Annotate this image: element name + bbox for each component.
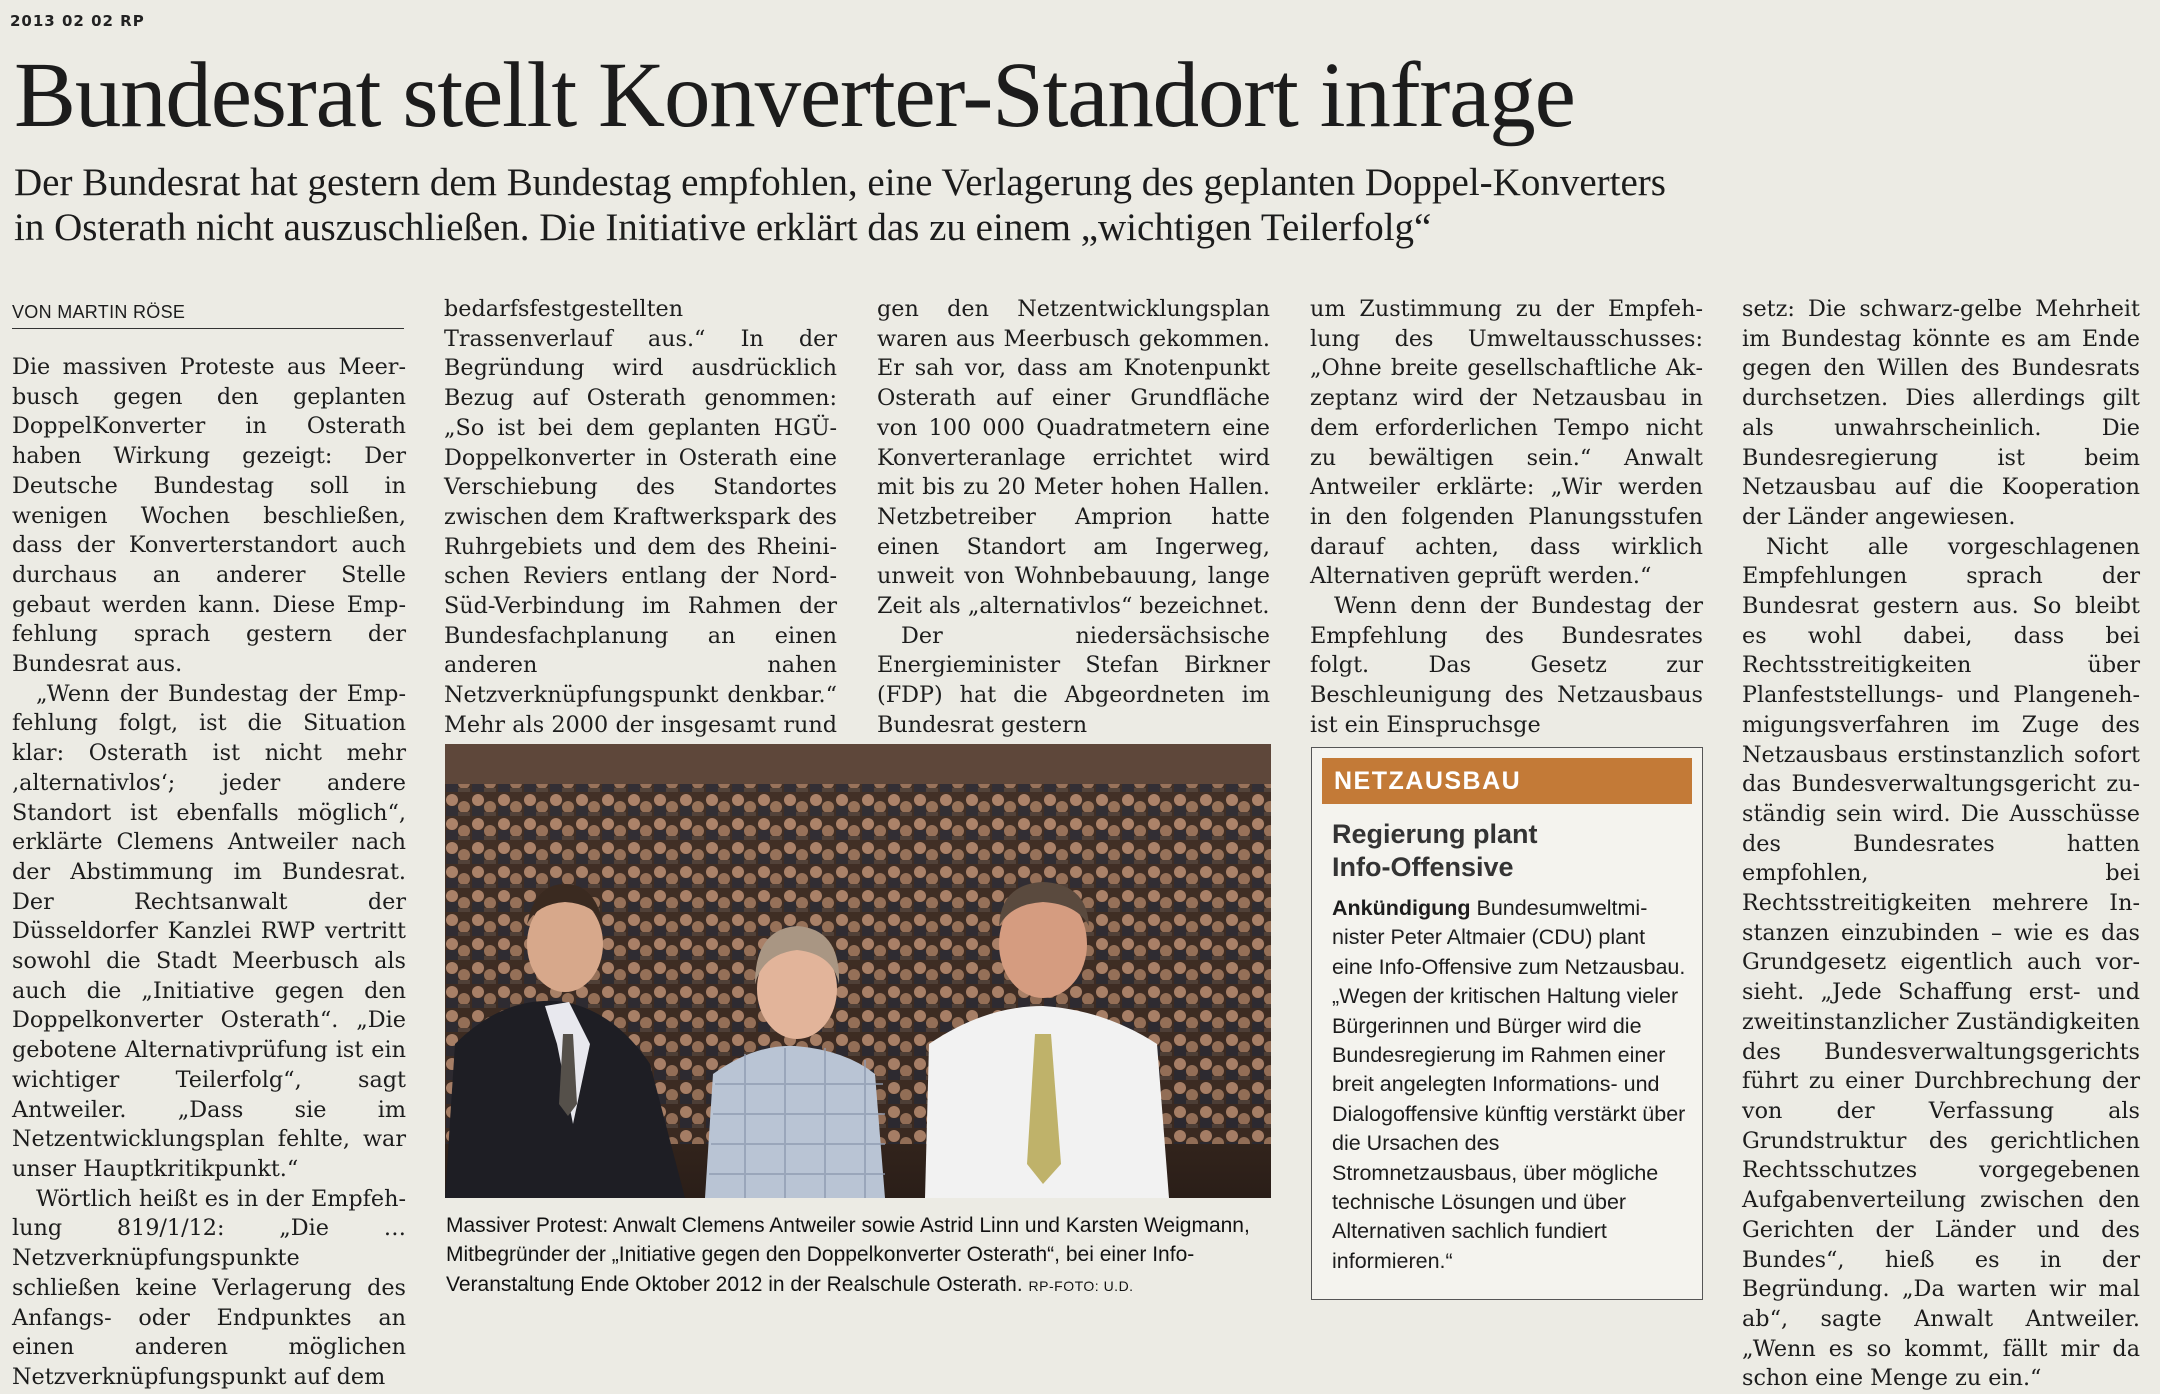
paragraph: Wörtlich heißt es in der Empfehlung 819/1/12: „Die … Netzverknüpfungspunkte schließen keine Verlagerung des Anfangs- oder Endpunktes an einen anderen möglichen Netzverknüpfungspunkt auf dem <box>12 1185 406 1390</box>
column-3 <box>877 295 1270 741</box>
paragraph: Nicht alle vorgeschlagenen Empfehlungen sprach der Bundesrat gestern aus. So bleibt es wohl dabei, dass bei Rechtsstreitigkeiten über Planfeststellungs- und Plangenehmigungsverfahren im Zuge des Netzausbaus erstinstanzlich sofort das Bundesverwaltungsgericht zuständig sein wird. Die Ausschüsse des Bundesrates hatten empfohlen, bei Rechtsstreitigkeiten mehrere Instanzen einzubinden – wie es das Grundgesetz eigentlich auch vorsieht. „Jede Schaffung erst- und zweitinstanzlicher Zuständigkeiten des Bundesverwaltungsgerichts führt zu einer Durchbrechung der von der Verfassung als Grundstruktur des gerichtlichen Rechtsschutzes vorgegebenen Aufgabenverteilung zwischen den Gerichten der Länder und des Bundes“, hieß es in der Begründung. „Da warten wir mal ab“, sagte Anwalt Antweiler. „Wenn es so kommt, fällt mir da schon eine Menge zu ein.“ <box>1742 533 2140 1392</box>
photo-caption <box>446 1211 1274 1301</box>
photo-credit: RP-FOTO: U.D. <box>1028 1277 1134 1294</box>
paragraph: gen den Netzentwicklungsplan waren aus Meerbusch gekommen. Er sah vor, dass am Knotenpunkt Osterath auf einer Grundfläche von 100 000 Quadratmetern eine Konverteranlage errichtet wird mit bis zu 20 Meter hohen Hallen. Netzbetreiber Amprion hatte einen Standort am Ingerweg, unweit von Wohnbebauung, lange Zeit als „alternativlos“ bezeichnet. <box>877 296 1270 620</box>
sidebar-tag: NETZAUSBAU <box>1322 758 1692 804</box>
deck <box>14 160 2134 250</box>
sidebar-text: Bundesumweltminister Peter Altmaier (CDU) plant eine Info-Offensive zum Netzausbau. „Wegen der kritischen Haltung vieler Bürgerinnen und Bürger wird die Bundesregierung im Rahmen einer breit angelegten Informations- und Dialogoffensive künftig verstärkt über die Ursachen des Stromnetzausbaus, über mögliche technische Lösungen und über Alternativen sachlich fundiert informieren.“ <box>1332 896 1686 1273</box>
paragraph: Wenn denn der Bundestag der Empfehlung des Bundesrates folgt. Das Gesetz zur Beschleunigung des Netzausbaus ist ein Einspruchsge <box>1310 593 1703 738</box>
paragraph: Der niedersächsische Energieminister Stefan Birkner (FDP) hat die Abgeordneten im Bundesrat gestern <box>877 622 1270 738</box>
caption-text: Massiver Protest: Anwalt Clemens Antweiler sowie Astrid Linn und Karsten Weigmann, Mitbegründer der „Initiative gegen den Doppelkonverter Osterath“, bei einer Info-Veranstaltung Ende Oktober 2012 in der Realschule Osterath. <box>446 1214 1250 1296</box>
paragraph: Die massiven Proteste aus Meerbusch gegen den geplanten DoppelKonverter in Osterath haben Wirkung gezeigt: Der Deutsche Bundestag soll in wenigen Wochen beschließen, dass der Konverterstandort auch durchaus an anderer Stelle gebaut werden kann. Diese Empfehlung sprach gestern der Bundesrat aus. <box>12 354 406 678</box>
column-5 <box>1742 295 2140 1394</box>
photo <box>445 744 1271 1198</box>
date-stamp: 2013 02 02 RP <box>10 12 145 30</box>
paragraph: um Zustimmung zu der Empfehlung des Umweltausschusses: „Ohne breite gesellschaftliche Akzeptanz wird der Netzausbau in dem erforderlichen Tempo nicht zu bewältigen sein.“ Anwalt Antweiler erklärte: „Wir werden in den folgenden Planungsstufen darauf achten, dass wirklich Alternativen geprüft werden.“ <box>1310 296 1703 590</box>
paragraph: setz: Die schwarz-gelbe Mehrheit im Bundestag könnte es am Ende gegen den Willen des Bundesrats durchsetzen. Dies allerdings gilt als unwahrscheinlich. Die Bundesregierung ist beim Netzausbau auf die Kooperation der Länder angewiesen. <box>1742 296 2140 530</box>
paragraph: „Wenn der Bundestag der Empfehlung folgt, ist die Situation klar: Osterath ist nicht mehr ‚alternativlos‘; jeder andere Standort ist ebenfalls möglich“, erklärte Clemens Antweiler nach der Abstimmung im Bundesrat. Der Rechtsanwalt der Düsseldorfer Kanzlei RWP vertritt sowohl die Stadt Meerbusch als auch die „Initiative gegen den Doppelkonverter Osterath“. „Die gebotene Alternativprüfung ist ein wichtiger Teilerfolg“, sagt Antweiler. „Dass sie im Netzentwicklungsplan fehlte, war unser Hauptkritikpunkt.“ <box>12 680 406 1182</box>
column-2 <box>444 295 837 770</box>
paragraph: bedarfsfestgestellten Trassenverlauf aus.“ In der Begründung wird ausdrücklich Bezug auf Osterath genommen: „So ist bei dem geplanten HGÜ-Doppelkonverter in Osterath eine Verschiebung des Standortes zwischen dem Kraftwerkspark des Ruhrgebiets und dem des Rheinischen Reviers entlang der Nord-Süd-Verbindung im Rahmen der Bundesfachplanung an einen anderen nahen Netzverknüpfungspunkt denkbar.“ Mehr als 2000 der insgesamt rund <box>444 296 837 738</box>
sidebar-box <box>1311 747 1703 1300</box>
sidebar-body <box>1332 894 1688 1276</box>
column-1 <box>12 353 406 1393</box>
column-4 <box>1310 295 1703 741</box>
sidebar-lead: Ankündigung <box>1332 896 1471 920</box>
sidebar-title: Regierung plant Info-Offensive <box>1332 819 1538 882</box>
photo-image <box>445 744 1271 1198</box>
deck-line-2: in Osterath nicht auszuschließen. Die Initiative erklärt das zu einem „wichtigen Teilerfolg“ <box>14 206 1432 249</box>
byline: VON MARTIN RÖSE <box>12 302 404 329</box>
headline: Bundesrat stellt Konverter-Standort infrage <box>14 44 1575 147</box>
deck-line-1: Der Bundesrat hat gestern dem Bundestag empfohlen, eine Verlagerung des geplanten Doppel-Konverters <box>14 161 1666 204</box>
